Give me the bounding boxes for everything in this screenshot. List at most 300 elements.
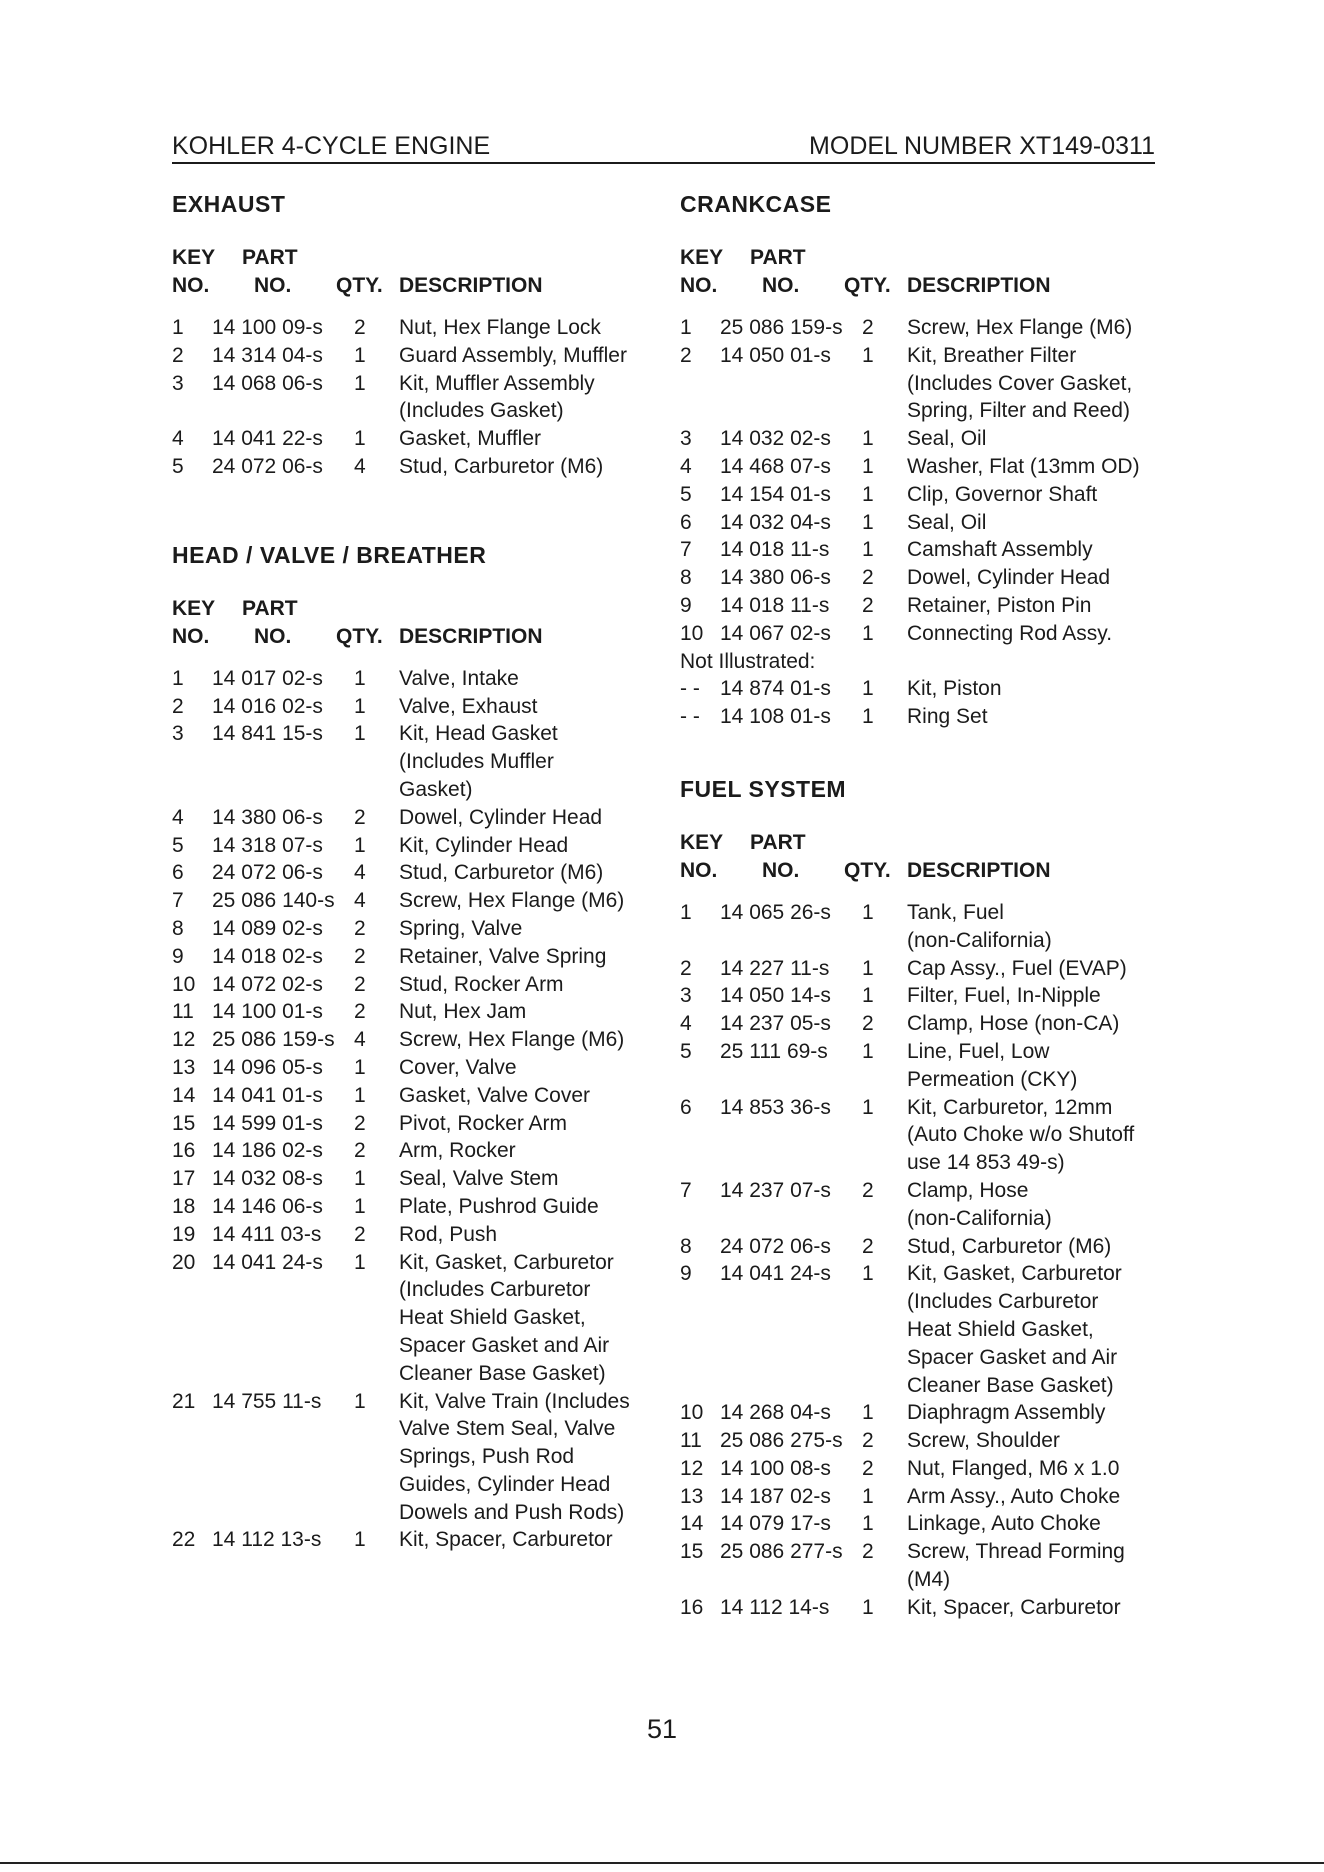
key-number: 9 bbox=[680, 593, 692, 617]
description: (M4) bbox=[907, 1568, 951, 1592]
part-row bbox=[680, 1483, 1200, 1511]
part-row bbox=[172, 453, 692, 481]
part-number: 14 018 11-s bbox=[720, 538, 830, 562]
page-header bbox=[172, 132, 1155, 164]
description: Stud, Carburetor (M6) bbox=[907, 1234, 1112, 1258]
quantity: 1 bbox=[862, 454, 874, 478]
description: Kit, Gasket, Carburetor bbox=[907, 1262, 1122, 1286]
quantity: 2 bbox=[354, 1111, 366, 1135]
part-row bbox=[172, 1137, 692, 1165]
part-number: 14 468 07-s bbox=[720, 454, 831, 478]
description: Cap Assy., Fuel (EVAP) bbox=[907, 956, 1127, 980]
description: Kit, Muffler Assembly bbox=[399, 371, 595, 395]
part-number: 14 050 01-s bbox=[720, 343, 831, 367]
part-row bbox=[172, 665, 692, 693]
key-number: 8 bbox=[680, 566, 692, 590]
description: Line, Fuel, Low bbox=[907, 1039, 1050, 1063]
part-row bbox=[680, 675, 1200, 703]
description: Dowel, Cylinder Head bbox=[399, 805, 603, 829]
key-number: 18 bbox=[172, 1194, 196, 1218]
description: (non-California) bbox=[907, 928, 1052, 952]
description: Valve Stem Seal, Valve bbox=[399, 1417, 616, 1441]
header-part-no: NO. bbox=[254, 274, 292, 297]
part-row-continuation bbox=[680, 1316, 1200, 1344]
header-qty: QTY. bbox=[336, 274, 383, 297]
part-number: 14 154 01-s bbox=[720, 482, 831, 506]
part-number: 25 086 159-s bbox=[720, 316, 843, 339]
section-title: HEAD / VALVE / BREATHER bbox=[172, 541, 487, 568]
section-exhaust bbox=[172, 190, 692, 481]
key-number: 5 bbox=[172, 454, 184, 478]
header-part: PART bbox=[242, 246, 298, 269]
quantity: 1 bbox=[354, 1389, 366, 1413]
header-part-no: NO. bbox=[762, 274, 800, 297]
description: Kit, Spacer, Carburetor bbox=[907, 1595, 1121, 1619]
part-number: 25 086 277-s bbox=[720, 1540, 843, 1564]
quantity: 2 bbox=[354, 972, 366, 996]
header-key-no: NO. bbox=[680, 858, 718, 882]
part-row bbox=[680, 703, 1200, 731]
part-number: 14 411 03-s bbox=[212, 1222, 322, 1246]
part-row-continuation bbox=[680, 397, 1200, 425]
description: (Includes Gasket) bbox=[399, 399, 564, 423]
quantity: 1 bbox=[354, 722, 366, 746]
description: Valve, Intake bbox=[399, 666, 519, 690]
part-number: 14 187 02-s bbox=[720, 1484, 831, 1508]
part-row-continuation bbox=[680, 1566, 1200, 1594]
part-row bbox=[172, 314, 692, 342]
part-row bbox=[172, 1221, 692, 1249]
part-row-continuation bbox=[172, 1415, 692, 1443]
description: Cover, Valve bbox=[399, 1055, 517, 1079]
section-head-valve-breather bbox=[172, 541, 692, 1555]
quantity: 1 bbox=[354, 666, 366, 690]
column-header bbox=[172, 244, 692, 300]
part-number: 24 072 06-s bbox=[212, 861, 323, 885]
key-number: 2 bbox=[680, 956, 692, 980]
part-number: 14 041 01-s bbox=[212, 1083, 323, 1107]
key-number: 11 bbox=[680, 1429, 702, 1453]
quantity: 4 bbox=[354, 1028, 366, 1052]
quantity: 2 bbox=[862, 1429, 874, 1453]
key-number: 4 bbox=[680, 1012, 692, 1036]
quantity: 1 bbox=[862, 1484, 874, 1508]
part-number: 14 050 14-s bbox=[720, 984, 831, 1008]
part-number: 14 032 02-s bbox=[720, 427, 831, 451]
part-number: 14 146 06-s bbox=[212, 1194, 323, 1218]
part-number: 25 086 159-s bbox=[212, 1028, 335, 1052]
part-row-continuation bbox=[172, 748, 692, 776]
part-row bbox=[680, 481, 1200, 509]
part-row bbox=[172, 1526, 692, 1554]
part-number: 14 227 11-s bbox=[720, 956, 830, 980]
key-number: - - bbox=[680, 677, 700, 701]
part-number: 25 111 69-s bbox=[720, 1039, 828, 1063]
part-row bbox=[680, 1038, 1200, 1066]
part-number: 14 841 15-s bbox=[212, 722, 323, 746]
key-number: 7 bbox=[680, 538, 692, 562]
part-row bbox=[172, 915, 692, 943]
key-number: 22 bbox=[172, 1528, 196, 1552]
part-number: 14 112 14-s bbox=[720, 1595, 830, 1619]
part-number: 14 380 06-s bbox=[212, 805, 323, 829]
section-fuel-system bbox=[680, 775, 1200, 1622]
quantity: 1 bbox=[354, 1083, 366, 1107]
header-description: DESCRIPTION bbox=[399, 624, 543, 648]
header-part: PART bbox=[750, 246, 806, 269]
quantity: 1 bbox=[862, 1595, 874, 1619]
header-key-no: NO. bbox=[172, 624, 210, 648]
part-row bbox=[172, 804, 692, 832]
quantity: 2 bbox=[862, 1456, 874, 1480]
description: Kit, Spacer, Carburetor bbox=[399, 1528, 613, 1552]
part-row bbox=[172, 859, 692, 887]
quantity: 1 bbox=[354, 833, 366, 857]
quantity: 1 bbox=[862, 343, 874, 367]
part-row bbox=[172, 887, 692, 915]
part-row bbox=[680, 1538, 1200, 1566]
part-row bbox=[172, 425, 692, 453]
quantity: 1 bbox=[862, 956, 874, 980]
description: Clamp, Hose bbox=[907, 1178, 1029, 1202]
part-row bbox=[172, 720, 692, 748]
part-number: 14 186 02-s bbox=[212, 1139, 323, 1163]
part-row bbox=[680, 899, 1200, 927]
description: Retainer, Piston Pin bbox=[907, 593, 1092, 617]
key-number: 6 bbox=[680, 510, 692, 534]
header-part: PART bbox=[242, 596, 298, 620]
key-number: 21 bbox=[172, 1389, 196, 1413]
key-number: 9 bbox=[680, 1262, 692, 1286]
part-number: 14 100 08-s bbox=[720, 1456, 831, 1480]
part-row-continuation bbox=[172, 1471, 692, 1499]
quantity: 1 bbox=[862, 1262, 874, 1286]
key-number: 3 bbox=[680, 427, 692, 451]
quantity: 1 bbox=[862, 1401, 874, 1425]
description: Guard Assembly, Muffler bbox=[399, 343, 627, 367]
part-row-continuation bbox=[172, 1332, 692, 1360]
part-row bbox=[172, 342, 692, 370]
description: Screw, Hex Flange (M6) bbox=[399, 1028, 625, 1052]
part-row bbox=[172, 1026, 692, 1054]
quantity: 2 bbox=[354, 1000, 366, 1024]
part-row-continuation bbox=[172, 1304, 692, 1332]
key-number: 9 bbox=[172, 944, 184, 968]
description: Heat Shield Gasket, bbox=[907, 1317, 1094, 1341]
quantity: 2 bbox=[354, 916, 366, 940]
part-row bbox=[680, 982, 1200, 1010]
key-number: 3 bbox=[172, 371, 184, 395]
key-number: 5 bbox=[680, 1039, 692, 1063]
part-row bbox=[680, 453, 1200, 481]
description: Arm Assy., Auto Choke bbox=[907, 1484, 1121, 1508]
description: (Includes Cover Gasket, bbox=[907, 371, 1133, 395]
key-number: 3 bbox=[172, 722, 184, 746]
description: Kit, Head Gasket bbox=[399, 722, 558, 746]
header-key: KEY bbox=[172, 246, 216, 269]
part-number: 14 017 02-s bbox=[212, 666, 323, 690]
quantity: 2 bbox=[354, 316, 366, 339]
quantity: 4 bbox=[354, 861, 366, 885]
description: (Includes Carburetor bbox=[399, 1278, 591, 1302]
part-number: 14 016 02-s bbox=[212, 694, 323, 718]
quantity: 1 bbox=[862, 1039, 874, 1063]
description: Stud, Rocker Arm bbox=[399, 972, 564, 996]
parts-list bbox=[172, 665, 692, 1555]
quantity: 1 bbox=[862, 427, 874, 451]
part-number: 14 018 11-s bbox=[720, 593, 830, 617]
part-row bbox=[680, 1510, 1200, 1538]
description: Retainer, Valve Spring bbox=[399, 944, 607, 968]
description: Clip, Governor Shaft bbox=[907, 482, 1098, 506]
part-row bbox=[680, 1427, 1200, 1455]
quantity: 1 bbox=[354, 1250, 366, 1274]
quantity: 2 bbox=[354, 944, 366, 968]
part-row bbox=[680, 1094, 1200, 1122]
part-number: 25 086 275-s bbox=[720, 1429, 843, 1453]
header-part-no: NO. bbox=[254, 624, 292, 648]
part-number: 14 041 24-s bbox=[212, 1250, 323, 1274]
section-title: EXHAUST bbox=[172, 191, 286, 217]
part-number: 14 100 01-s bbox=[212, 1000, 323, 1024]
description: Stud, Carburetor (M6) bbox=[399, 454, 604, 478]
description: Kit, Breather Filter bbox=[907, 343, 1077, 367]
description: (Includes Carburetor bbox=[907, 1290, 1099, 1314]
part-row bbox=[172, 1249, 692, 1277]
part-number: 14 314 04-s bbox=[212, 343, 323, 367]
part-number: 14 112 13-s bbox=[212, 1528, 322, 1552]
quantity: 1 bbox=[862, 538, 874, 562]
part-number: 14 041 24-s bbox=[720, 1262, 831, 1286]
header-part-no: NO. bbox=[762, 858, 800, 882]
description: Pivot, Rocker Arm bbox=[399, 1111, 568, 1135]
description: Cleaner Base Gasket) bbox=[399, 1361, 606, 1385]
key-number: 1 bbox=[172, 316, 184, 339]
key-number: 8 bbox=[680, 1234, 692, 1258]
part-number: 14 089 02-s bbox=[212, 916, 323, 940]
key-number: 5 bbox=[680, 482, 692, 506]
description: use 14 853 49-s) bbox=[907, 1151, 1065, 1175]
description: Nut, Hex Flange Lock bbox=[399, 316, 601, 339]
description: Spacer Gasket and Air bbox=[399, 1333, 610, 1357]
not-illustrated-list bbox=[680, 675, 1200, 731]
quantity: 1 bbox=[862, 705, 874, 729]
part-number: 25 086 140-s bbox=[212, 889, 335, 913]
key-number: 2 bbox=[680, 343, 692, 367]
quantity: 2 bbox=[862, 593, 874, 617]
part-number: 14 268 04-s bbox=[720, 1401, 831, 1425]
part-number: 14 018 02-s bbox=[212, 944, 323, 968]
part-row bbox=[172, 832, 692, 860]
header-description: DESCRIPTION bbox=[399, 274, 543, 297]
column-header bbox=[172, 595, 692, 651]
part-row bbox=[680, 1233, 1200, 1261]
quantity: 1 bbox=[862, 677, 874, 701]
quantity: 2 bbox=[862, 566, 874, 590]
key-number: 3 bbox=[680, 984, 692, 1008]
part-row bbox=[172, 1193, 692, 1221]
part-number: 14 599 01-s bbox=[212, 1111, 323, 1135]
right-column bbox=[680, 190, 1200, 1622]
part-row-continuation bbox=[680, 1121, 1200, 1149]
part-row bbox=[680, 592, 1200, 620]
description: Diaphragm Assembly bbox=[907, 1401, 1106, 1425]
part-row bbox=[172, 693, 692, 721]
part-row bbox=[172, 943, 692, 971]
key-number: 6 bbox=[172, 861, 184, 885]
quantity: 1 bbox=[862, 482, 874, 506]
section-title: FUEL SYSTEM bbox=[680, 775, 847, 802]
part-number: 14 237 05-s bbox=[720, 1012, 831, 1036]
part-number: 14 032 08-s bbox=[212, 1167, 323, 1191]
description: Filter, Fuel, In-Nipple bbox=[907, 984, 1101, 1008]
quantity: 1 bbox=[354, 371, 366, 395]
description: Dowels and Push Rods) bbox=[399, 1500, 625, 1524]
part-number: 14 755 11-s bbox=[212, 1389, 322, 1413]
key-number: 11 bbox=[172, 1000, 194, 1024]
model-number: MODEL NUMBER XT149-0311 bbox=[809, 132, 1155, 160]
part-row bbox=[172, 370, 692, 398]
description: Gasket, Valve Cover bbox=[399, 1083, 591, 1107]
part-row bbox=[680, 620, 1200, 648]
part-row-continuation bbox=[172, 776, 692, 804]
quantity: 1 bbox=[354, 1528, 366, 1552]
key-number: 15 bbox=[172, 1111, 196, 1135]
key-number: 1 bbox=[680, 316, 692, 339]
part-row bbox=[172, 1054, 692, 1082]
part-row-continuation bbox=[680, 1288, 1200, 1316]
key-number: 10 bbox=[680, 621, 704, 645]
part-row-continuation bbox=[680, 370, 1200, 398]
description: Connecting Rod Assy. bbox=[907, 621, 1113, 645]
part-row bbox=[680, 564, 1200, 592]
quantity: 1 bbox=[354, 1194, 366, 1218]
quantity: 1 bbox=[862, 621, 874, 645]
description: (non-California) bbox=[907, 1206, 1052, 1230]
key-number: 10 bbox=[172, 972, 196, 996]
part-row bbox=[680, 536, 1200, 564]
page-number: 51 bbox=[646, 1714, 678, 1744]
key-number: 10 bbox=[680, 1401, 704, 1425]
part-row bbox=[172, 971, 692, 999]
description: Arm, Rocker bbox=[399, 1139, 516, 1163]
bottom-rule bbox=[0, 1862, 1324, 1864]
column-header bbox=[680, 829, 1200, 885]
part-row-continuation bbox=[680, 1372, 1200, 1400]
part-number: 14 067 02-s bbox=[720, 621, 831, 645]
key-number: 5 bbox=[172, 833, 184, 857]
key-number: 20 bbox=[172, 1250, 196, 1274]
description: Ring Set bbox=[907, 705, 988, 729]
part-row bbox=[680, 1177, 1200, 1205]
quantity: 2 bbox=[862, 1234, 874, 1258]
quantity: 1 bbox=[862, 510, 874, 534]
key-number: - - bbox=[680, 705, 700, 729]
part-number: 14 874 01-s bbox=[720, 677, 831, 701]
description: Valve, Exhaust bbox=[399, 694, 538, 718]
header-description: DESCRIPTION bbox=[907, 274, 1051, 297]
part-row bbox=[680, 342, 1200, 370]
key-number: 15 bbox=[680, 1540, 704, 1564]
quantity: 2 bbox=[862, 316, 874, 339]
quantity: 1 bbox=[354, 1055, 366, 1079]
part-number: 14 318 07-s bbox=[212, 833, 323, 857]
key-number: 12 bbox=[172, 1028, 196, 1052]
key-number: 7 bbox=[172, 889, 184, 913]
parts-list bbox=[680, 314, 1200, 648]
part-row bbox=[172, 1110, 692, 1138]
part-row-continuation bbox=[680, 1344, 1200, 1372]
description: Kit, Piston bbox=[907, 677, 1002, 701]
description: Screw, Hex Flange (M6) bbox=[399, 889, 625, 913]
part-row-continuation bbox=[172, 1499, 692, 1527]
part-row bbox=[172, 998, 692, 1026]
description: Kit, Valve Train (Includes bbox=[399, 1389, 630, 1413]
part-number: 14 065 26-s bbox=[720, 900, 831, 924]
key-number: 17 bbox=[172, 1167, 196, 1191]
part-row bbox=[680, 1399, 1200, 1427]
description: Kit, Gasket, Carburetor bbox=[399, 1250, 614, 1274]
part-row-continuation bbox=[680, 927, 1200, 955]
part-row-continuation bbox=[172, 1276, 692, 1304]
description: Clamp, Hose (non-CA) bbox=[907, 1012, 1120, 1036]
engine-title: KOHLER 4-CYCLE ENGINE bbox=[172, 132, 491, 160]
header-qty: QTY. bbox=[336, 624, 383, 648]
quantity: 1 bbox=[862, 1512, 874, 1536]
key-number: 4 bbox=[172, 427, 184, 451]
description: Dowel, Cylinder Head bbox=[907, 566, 1111, 590]
description: Screw, Shoulder bbox=[907, 1429, 1060, 1453]
key-number: 4 bbox=[680, 454, 692, 478]
quantity: 1 bbox=[354, 427, 366, 451]
quantity: 4 bbox=[354, 454, 366, 478]
description: Kit, Carburetor, 12mm bbox=[907, 1095, 1113, 1119]
part-number: 14 032 04-s bbox=[720, 510, 831, 534]
part-row bbox=[680, 1010, 1200, 1038]
description: Screw, Hex Flange (M6) bbox=[907, 316, 1133, 339]
key-number: 13 bbox=[680, 1484, 704, 1508]
quantity: 2 bbox=[862, 1540, 874, 1564]
header-key: KEY bbox=[172, 596, 216, 620]
quantity: 2 bbox=[862, 1178, 874, 1202]
key-number: 8 bbox=[172, 916, 184, 940]
description: Linkage, Auto Choke bbox=[907, 1512, 1101, 1536]
description: Spring, Filter and Reed) bbox=[907, 399, 1130, 423]
key-number: 7 bbox=[680, 1178, 692, 1202]
part-row-continuation bbox=[680, 1205, 1200, 1233]
left-column bbox=[172, 190, 692, 1554]
part-row bbox=[680, 1260, 1200, 1288]
header-key-no: NO. bbox=[172, 274, 210, 297]
description: (Includes Muffler bbox=[399, 750, 554, 774]
part-number: 14 041 22-s bbox=[212, 427, 323, 451]
key-number: 2 bbox=[172, 343, 184, 367]
description: Kit, Cylinder Head bbox=[399, 833, 569, 857]
part-number: 14 237 07-s bbox=[720, 1178, 831, 1202]
part-row bbox=[172, 1165, 692, 1193]
part-number: 14 072 02-s bbox=[212, 972, 323, 996]
key-number: 2 bbox=[172, 694, 184, 718]
quantity: 1 bbox=[862, 1095, 874, 1119]
header-qty: QTY. bbox=[844, 858, 891, 882]
part-number: 14 853 36-s bbox=[720, 1095, 831, 1119]
description: Spring, Valve bbox=[399, 916, 523, 940]
part-row bbox=[680, 1594, 1200, 1622]
part-row bbox=[680, 1455, 1200, 1483]
part-row-continuation bbox=[680, 1149, 1200, 1177]
description: Gasket) bbox=[399, 777, 473, 801]
part-row bbox=[680, 955, 1200, 983]
